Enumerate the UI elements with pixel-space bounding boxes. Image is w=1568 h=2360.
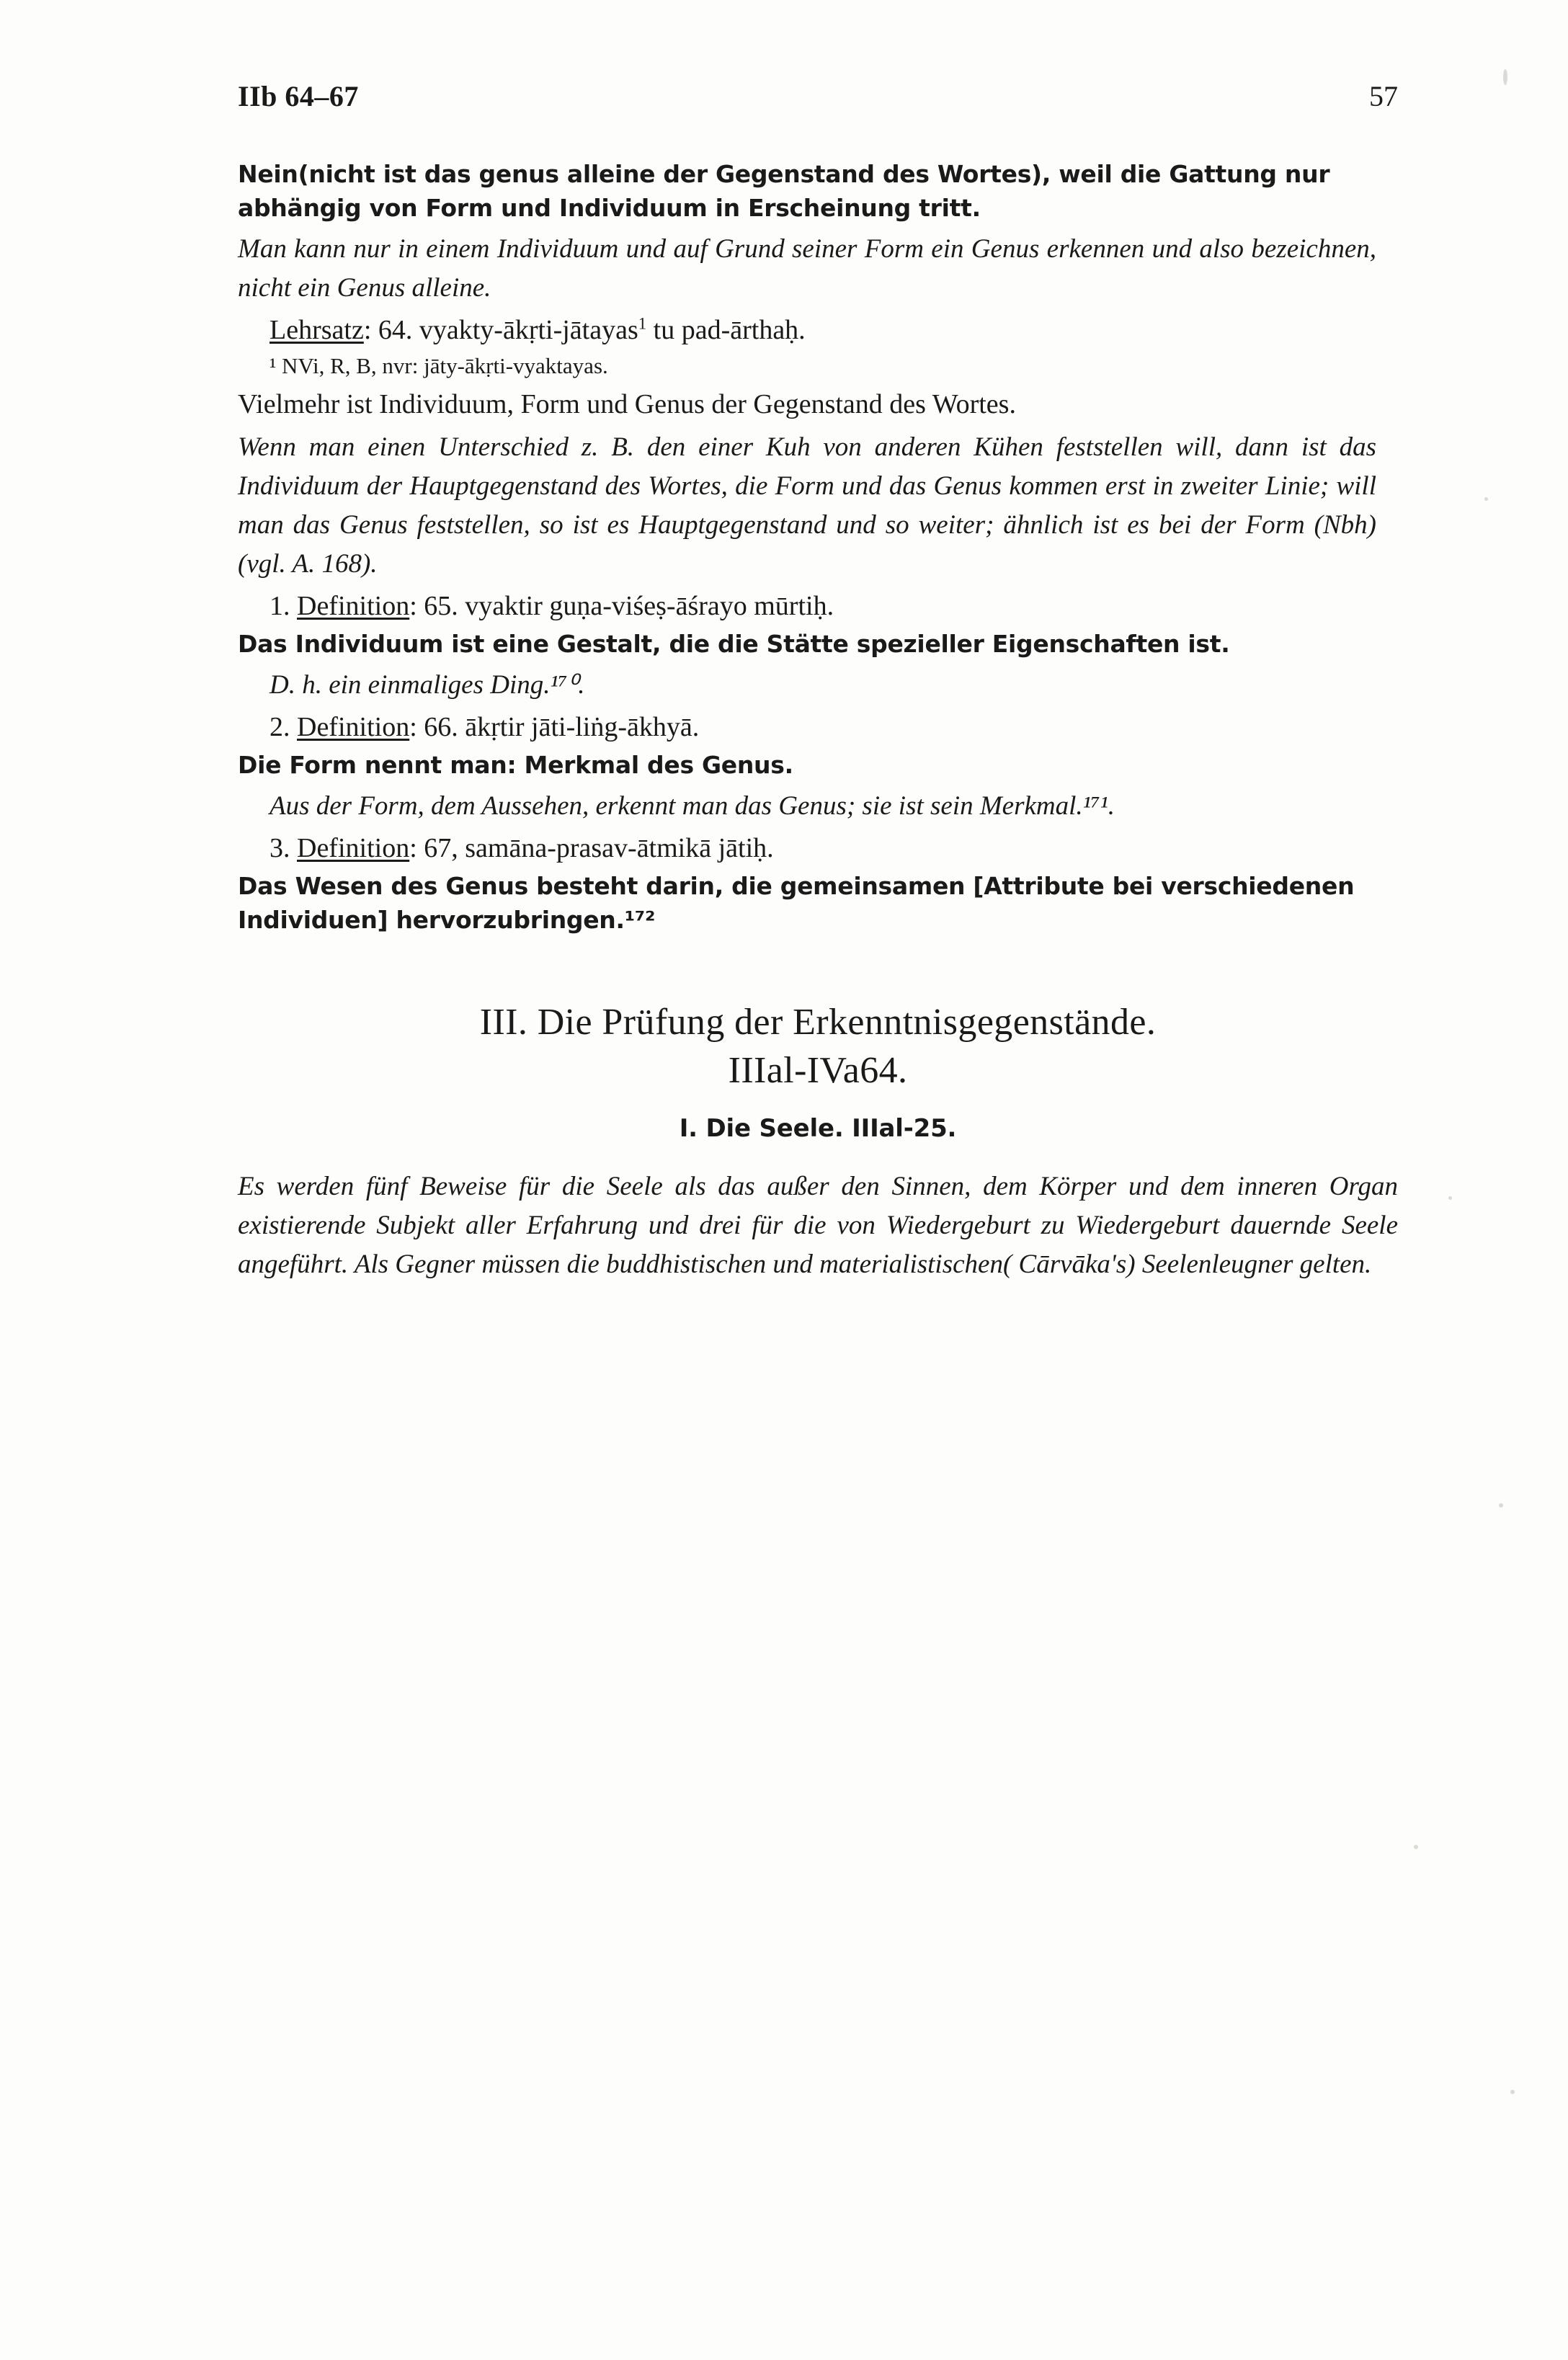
body-text <box>238 158 1376 937</box>
definition-label-1: Definition <box>297 590 410 621</box>
sutra-line-64 <box>238 311 1376 350</box>
footnote-1: ¹ NVi, R, B, nvr: jāty-ākṛti-vyaktayas. <box>270 352 608 378</box>
section-title-line1: III. Die Prüfung der Erkenntnisgegenstände. <box>479 1002 1157 1043</box>
definition-label-3: Definition <box>297 832 410 863</box>
paragraph-comment-1: Man kann nur in einem Individuum und auf Grund seiner Form ein Genus erkennen und also bezeichnen, nicht ein Genus alleine. <box>238 233 1376 303</box>
paragraph-closing: Es werden fünf Beweise für die Seele als das außer den Sinnen, dem Körper und dem inneren Organ existierende Subjekt aller Erfahrung und drei für die von Wiedergeburt zu Wiedergeburt dauernde Seele angeführt. Als Gegner müssen die buddhistischen und materialistischen( Cārvāka's) Seelenleugner gelten. <box>238 1171 1398 1279</box>
definition-text-66: : 66. ākṛtir jāti-liṅg-ākhyā. <box>409 711 700 742</box>
scan-speckle <box>1414 1845 1418 1849</box>
page-content <box>238 79 1398 1287</box>
sutra-label-lehrsatz: Lehrsatz <box>270 314 364 345</box>
sutra-text-64: : 64. vyakty-ākṛti-jātayas$^1$ tu pad-ārthaḥ. <box>363 314 806 345</box>
paragraph-translation-3: Das Individuum ist eine Gestalt, die die Stätte spezieller Eigenschaften ist. <box>238 629 1230 658</box>
definition-line-66 <box>238 708 1376 747</box>
page-number: 57 <box>1369 80 1398 112</box>
paragraph-comment-4: Aus der Form, dem Aussehen, erkennt man das Genus; sie ist sein Merkmal.¹⁷¹. <box>270 791 1115 821</box>
subsection-title: I. Die Seele. IIIal-25. <box>679 1113 957 1143</box>
definition-label-2: Definition <box>297 711 410 742</box>
paragraph-comment-2: Wenn man einen Unterschied z. B. den einer Kuh von anderen Kühen feststellen will, dann ist das Individuum der Hauptgegenstand des Wortes, die Form und das Genus kommen erst in zweiter Linie; will man das Genus feststellen, so ist es Hauptgegenstand und so weiter; ähnlich ist es bei der Form (Nbh) (vgl. A. 168). <box>238 432 1376 579</box>
definition-text-67: : 67, samāna-prasav-ātmikā jātiḥ. <box>409 832 774 863</box>
paragraph-translation-2: Vielmehr ist Individuum, Form und Genus der Gegenstand des Wortes. <box>238 389 1016 420</box>
scan-speckle <box>1484 497 1488 501</box>
scan-speckle <box>1510 2090 1515 2094</box>
running-head <box>238 79 1398 113</box>
definition-number-3: 3. <box>270 832 290 863</box>
paragraph-comment-3: D. h. ein einmaliges Ding.¹⁷⁰. <box>270 669 585 700</box>
scan-speckle <box>1503 69 1507 85</box>
paragraph-translation-5: Das Wesen des Genus besteht darin, die gemeinsamen [Attribute bei verschiedenen Individuen] hervorzubringen.¹⁷² <box>238 871 1355 934</box>
paragraph-translation-4: Die Form nennt man: Merkmal des Genus. <box>238 750 793 779</box>
definition-number-1: 1. <box>270 590 290 621</box>
scan-speckle <box>1448 1196 1452 1200</box>
folio-reference: IIb 64–67 <box>238 80 359 112</box>
definition-line-65 <box>238 587 1376 626</box>
definition-number-2: 2. <box>270 711 290 742</box>
paragraph-translation-1: Nein(nicht ist das genus alleine der Gegenstand des Wortes), weil die Gattung nur abhängig von Form und Individuum in Erscheinung tritt. <box>238 160 1330 222</box>
definition-text-65: : 65. vyaktir guṇa-viśeṣ-āśrayo mūrtiḥ. <box>409 590 834 621</box>
section-title-line2: IIIal-IVa64. <box>728 1049 908 1091</box>
section-heading <box>238 999 1398 1142</box>
scan-speckle <box>1499 1503 1503 1508</box>
definition-line-67 <box>238 829 1376 868</box>
